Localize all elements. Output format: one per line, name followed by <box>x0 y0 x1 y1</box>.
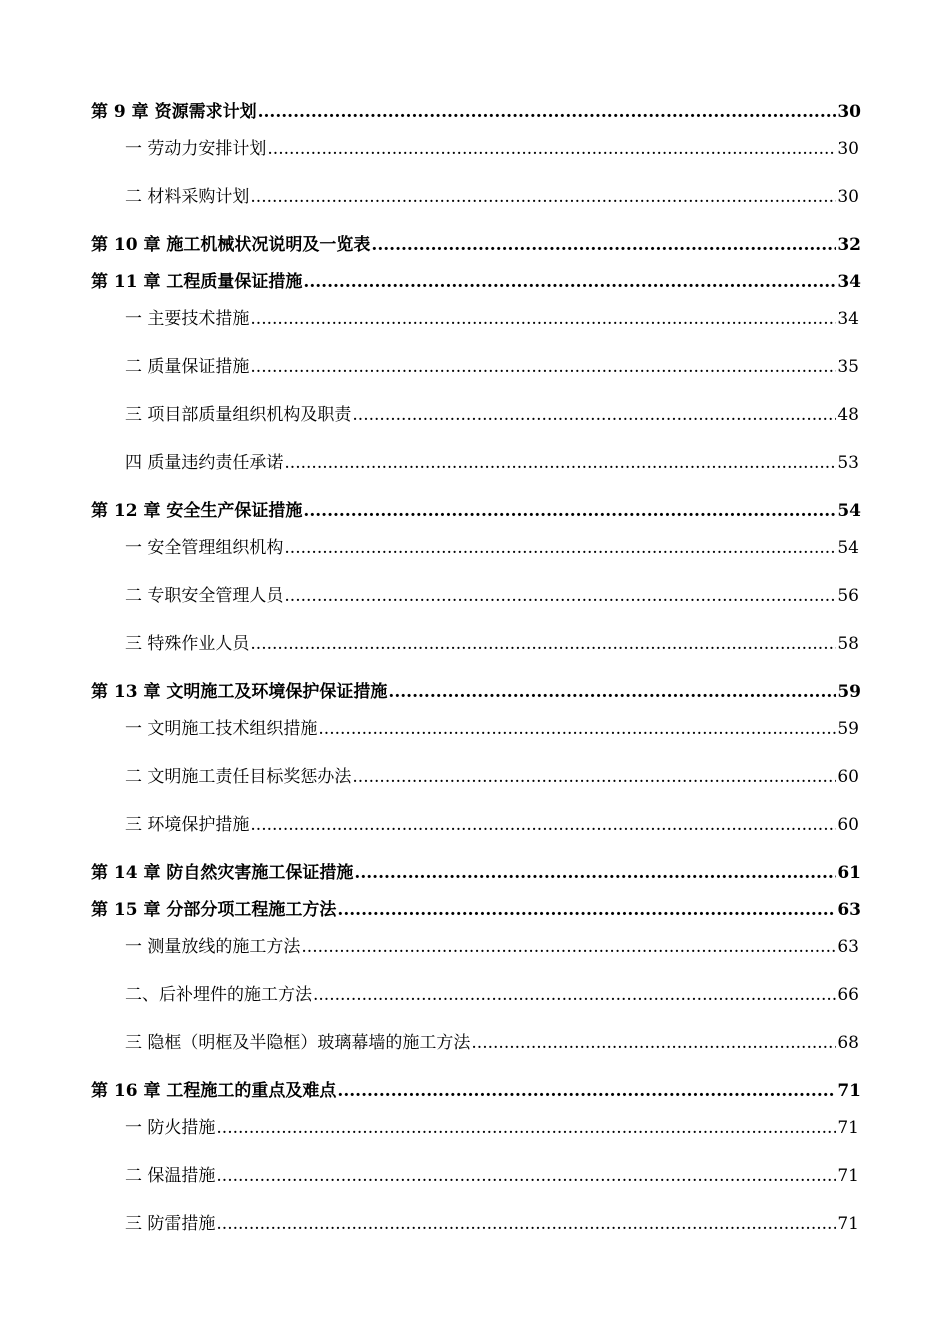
toc-dot-leader <box>313 983 836 1007</box>
toc-entry[interactable] <box>125 1164 859 1188</box>
toc-dot-leader <box>337 898 836 922</box>
toc-dot-leader <box>371 233 836 257</box>
toc-page-number: 71 <box>837 1118 859 1138</box>
toc-entry-title: 三 特殊作业人员 <box>125 634 250 654</box>
toc-dot-leader <box>303 499 836 523</box>
toc-entry-title: 第 13 章 文明施工及环境保护保证措施 <box>91 682 388 702</box>
toc-entry-title: 二 材料采购计划 <box>125 187 250 207</box>
toc-dot-leader <box>216 1164 836 1188</box>
toc-entry-title: 第 11 章 工程质量保证措施 <box>91 272 303 292</box>
toc-entry-title: 四 质量违约责任承诺 <box>125 453 284 473</box>
toc-entry-title: 三 防雷措施 <box>125 1214 216 1234</box>
toc-page-number: 30 <box>837 139 859 159</box>
toc-entry-title: 第 10 章 施工机械状况说明及一览表 <box>91 235 371 255</box>
toc-dot-leader <box>471 1031 836 1055</box>
toc-entry[interactable] <box>125 185 859 209</box>
toc-page-number: 60 <box>837 815 859 835</box>
toc-entry-title: 二 文明施工责任目标奖惩办法 <box>125 767 352 787</box>
toc-page-number: 32 <box>837 235 861 255</box>
toc-page-number: 71 <box>837 1081 861 1101</box>
toc-dot-leader <box>284 536 836 560</box>
toc-entry[interactable] <box>91 898 861 922</box>
toc-entry-title: 一 主要技术措施 <box>125 309 250 329</box>
toc-entry-title: 一 防火措施 <box>125 1118 216 1138</box>
toc-entry-title: 一 安全管理组织机构 <box>125 538 284 558</box>
toc-page-number: 54 <box>837 501 861 521</box>
toc-entry[interactable] <box>91 680 861 704</box>
toc-page-number: 34 <box>837 309 859 329</box>
toc-entry[interactable] <box>91 100 861 124</box>
toc-dot-leader <box>250 355 836 379</box>
toc-dot-leader <box>284 584 836 608</box>
toc-page-number: 34 <box>837 272 861 292</box>
toc-entry-title: 一 测量放线的施工方法 <box>125 937 301 957</box>
toc-entry[interactable] <box>125 765 859 789</box>
toc-entry[interactable] <box>91 499 861 523</box>
toc-page-number: 54 <box>837 538 859 558</box>
toc-entry[interactable] <box>125 355 859 379</box>
toc-page-number: 61 <box>837 863 861 883</box>
toc-entry-title: 三 项目部质量组织机构及职责 <box>125 405 352 425</box>
toc-entry-title: 二、后补埋件的施工方法 <box>125 985 312 1005</box>
toc-entry[interactable] <box>91 233 861 257</box>
toc-page-number: 58 <box>837 634 859 654</box>
toc-entry[interactable] <box>125 935 859 959</box>
toc-page-number: 53 <box>837 453 859 473</box>
toc-entry[interactable] <box>125 137 859 161</box>
toc-page-number: 68 <box>837 1033 859 1053</box>
toc-dot-leader <box>352 403 836 427</box>
toc-page-number: 71 <box>837 1214 859 1234</box>
toc-entry[interactable] <box>125 1212 859 1236</box>
toc-page-number: 66 <box>837 985 859 1005</box>
toc-dot-leader <box>267 137 836 161</box>
toc-entry[interactable] <box>125 451 859 475</box>
toc-dot-leader <box>250 307 836 331</box>
toc-entry[interactable] <box>91 270 861 294</box>
toc-page-number: 59 <box>837 682 861 702</box>
toc-page-number: 35 <box>837 357 859 377</box>
toc-page-number: 63 <box>837 900 861 920</box>
toc-page-number: 56 <box>837 586 859 606</box>
toc-page-number: 30 <box>837 102 861 122</box>
toc-entry-title: 一 文明施工技术组织措施 <box>125 719 318 739</box>
toc-entry[interactable] <box>125 584 859 608</box>
toc-entry[interactable] <box>125 813 859 837</box>
toc-entry-title: 三 环境保护措施 <box>125 815 250 835</box>
toc-entry[interactable] <box>125 536 859 560</box>
toc-entry[interactable] <box>125 717 859 741</box>
toc-page-number: 63 <box>837 937 859 957</box>
toc-page-number: 59 <box>837 719 859 739</box>
toc-page-number: 60 <box>837 767 859 787</box>
toc-entry-title: 第 16 章 工程施工的重点及难点 <box>91 1081 337 1101</box>
toc-page-number: 48 <box>837 405 859 425</box>
toc-entry[interactable] <box>125 1116 859 1140</box>
toc-dot-leader <box>284 451 836 475</box>
toc-dot-leader <box>250 813 836 837</box>
toc-entry-title: 二 保温措施 <box>125 1166 216 1186</box>
toc-dot-leader <box>354 861 836 885</box>
toc-entry[interactable] <box>125 403 859 427</box>
toc-page-number: 30 <box>837 187 859 207</box>
toc-entry[interactable] <box>125 632 859 656</box>
toc-dot-leader <box>301 935 836 959</box>
toc-entry-title: 第 9 章 资源需求计划 <box>91 102 257 122</box>
toc-dot-leader <box>258 100 837 124</box>
toc-dot-leader <box>216 1212 836 1236</box>
toc-entry[interactable] <box>125 983 859 1007</box>
toc-entry[interactable] <box>125 307 859 331</box>
toc-entry-title: 一 劳动力安排计划 <box>125 139 267 159</box>
toc-entry[interactable] <box>125 1031 859 1055</box>
toc-entry-title: 第 12 章 安全生产保证措施 <box>91 501 303 521</box>
toc-dot-leader <box>250 185 836 209</box>
toc-dot-leader <box>250 632 836 656</box>
toc-dot-leader <box>303 270 836 294</box>
toc-page-number: 71 <box>837 1166 859 1186</box>
toc-entry-title: 二 质量保证措施 <box>125 357 250 377</box>
toc-entry[interactable] <box>91 861 861 885</box>
toc-dot-leader <box>388 680 836 704</box>
toc-dot-leader <box>352 765 836 789</box>
toc-dot-leader <box>216 1116 836 1140</box>
toc-entry-title: 第 14 章 防自然灾害施工保证措施 <box>91 863 354 883</box>
toc-entry[interactable] <box>91 1079 861 1103</box>
toc-dot-leader <box>337 1079 836 1103</box>
toc-entry-title: 第 15 章 分部分项工程施工方法 <box>91 900 337 920</box>
toc-dot-leader <box>318 717 836 741</box>
toc-entry-title: 二 专职安全管理人员 <box>125 586 284 606</box>
toc-entry-title: 三 隐框（明框及半隐框）玻璃幕墙的施工方法 <box>125 1033 471 1053</box>
